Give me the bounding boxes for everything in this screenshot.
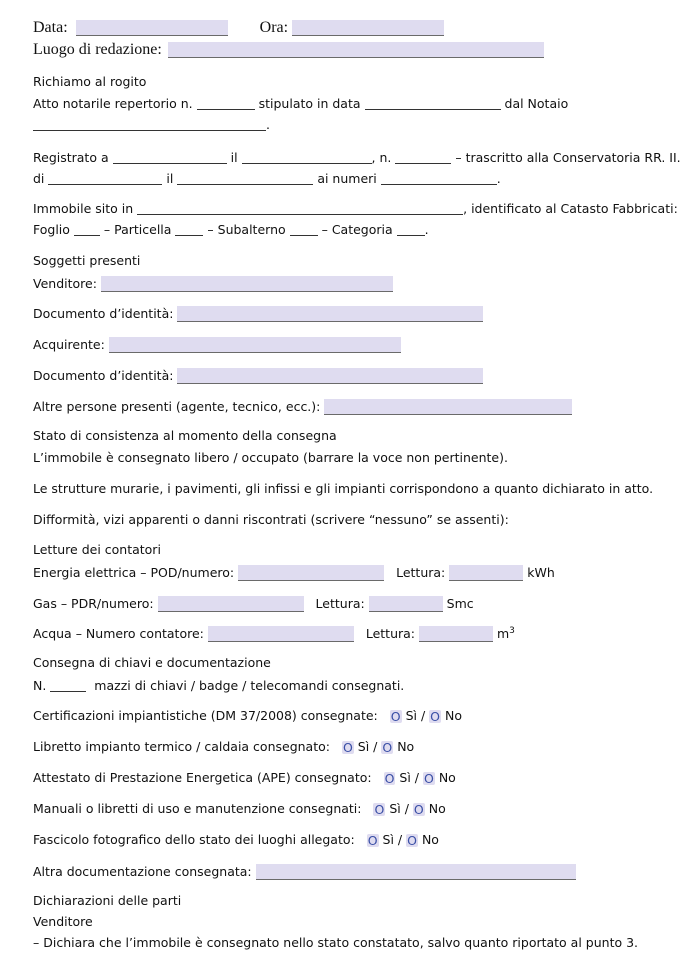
consistenza-title: Stato di consistenza al momento della consegna [33,428,337,443]
si-label: Sì / [405,708,426,723]
registrato-label: Registrato a [33,150,109,165]
luogo-label: Luogo di redazione: [33,41,162,58]
date-time-row [33,20,444,36]
si-label: Sì / [389,801,409,816]
ora-label: Ora: [259,19,289,36]
altre-persone-row [33,399,572,415]
acqua-unit-base: m [496,626,510,641]
difformita-text: Difformità, vizi apparenti o danni riscontrati (scrivere “nessuno” se assenti): [33,512,509,527]
acqua-unit [497,626,515,641]
documento1-field[interactable] [177,306,483,322]
immobile-end: . [424,222,429,237]
immobile-row [33,202,678,216]
gas-row [33,596,474,612]
altre-persone-field[interactable] [324,399,572,415]
acqua-lettura-label: Lettura: [365,626,416,641]
immobile-indirizzo-field[interactable] [137,202,463,215]
dichiarazioni-venditore-text: – Dichiara che l’immobile è consegnato nello stato constatato, salvo quanto riportato al punto 3. [33,935,639,950]
certificazioni-label: Certificazioni impiantistiche (DM 37/2008) consegnate: [33,708,378,723]
libero-occupato-text: L’immobile è consegnato libero / occupato (barrare la voce non pertinente). [33,450,508,465]
categoria-field[interactable] [397,223,425,236]
energia-lettura-field[interactable] [449,565,523,581]
stipulato-data-field[interactable] [365,97,501,110]
trascrizione-data-field[interactable] [177,172,313,185]
si-label: Sì / [357,739,378,754]
manuali-no-radio[interactable]: O [413,802,424,817]
n-chiavi-field[interactable] [50,679,86,692]
luogo-field[interactable] [168,42,544,58]
dichiarazioni-title: Dichiarazioni delle parti [33,893,182,908]
categoria-label: – Categoria [321,222,393,237]
subalterno-field[interactable] [290,223,318,236]
acqua-contatore-field[interactable] [208,626,354,642]
documento1-row [33,306,483,322]
gas-label: Gas – PDR/numero: [33,596,154,611]
energia-lettura-label: Lettura: [396,565,446,580]
no-label: No [428,801,446,816]
energia-row [33,565,555,581]
certificazioni-row [33,710,462,723]
acqua-label: Acqua – Numero contatore: [33,626,204,641]
soggetti-title: Soggetti presenti [33,253,141,268]
catasto-row [33,223,429,237]
fascicolo-si-radio[interactable]: O [367,833,378,848]
libretto-no-radio[interactable]: O [382,740,393,755]
altre-persone-label: Altre persone presenti (agente, tecnico, ecc.): [33,399,321,414]
registrato-data-field[interactable] [242,151,372,164]
ape-row [33,772,456,785]
no-label: No [444,708,462,723]
altra-documentazione-field[interactable] [256,864,576,880]
luogo-row [33,42,544,58]
no-label: No [397,739,415,754]
gas-lettura-label: Lettura: [315,596,365,611]
no-label: No [438,770,456,785]
trascritto-label: – trascritto alla Conservatoria RR. II. [455,150,681,165]
catasto-label: , identificato al Catasto Fabbricati: [463,201,678,216]
data-field[interactable] [76,20,228,36]
subalterno-label: – Subalterno [207,222,286,237]
acquirente-row [33,337,401,353]
altra-documentazione-label: Altra documentazione consegnata: [33,864,252,879]
documento2-row [33,368,483,384]
n-label: , n. [371,150,392,165]
il-label: il [230,150,238,165]
conservatoria-field[interactable] [48,172,162,185]
foglio-label: Foglio [33,222,70,237]
repertorio-field[interactable] [197,97,255,110]
registrato-luogo-field[interactable] [113,151,227,164]
fascicolo-label: Fascicolo fotografico dello stato dei luoghi allegato: [33,832,355,847]
registrato-row [33,151,681,165]
si-label: Sì / [382,832,403,847]
n-chiavi-label: N. [33,678,47,693]
consegna-title: Consegna di chiavi e documentazione [33,655,271,670]
acqua-unit-sup: 3 [509,626,515,636]
il2-label: il [166,171,174,186]
venditore-label: Venditore: [33,276,97,291]
venditore-field[interactable] [101,276,393,292]
libretto-label: Libretto impianto termico / caldaia consegnato: [33,739,330,754]
libretto-si-radio[interactable]: O [342,740,353,755]
libretto-row [33,741,414,754]
documento2-label: Documento d’identità: [33,368,174,383]
acquirente-label: Acquirente: [33,337,105,352]
manuali-label: Manuali o libretti di uso e manutenzione consegnati: [33,801,362,816]
no-label: No [421,832,439,847]
gas-lettura-field[interactable] [369,596,443,612]
notaio-row [33,118,270,132]
energia-unit: kWh [527,565,555,580]
stipulato-label: stipulato in data [258,96,361,111]
altra-documentazione-row [33,864,576,880]
si-label: Sì / [399,770,419,785]
fascicolo-row [33,834,439,847]
gas-unit: Smc [446,596,474,611]
strutture-text: Le strutture murarie, i pavimenti, gli infissi e gli impianti corrispondono a quanto dichiarato in atto. [33,481,654,496]
atto-label: Atto notarile repertorio n. [33,96,193,111]
manuali-si-radio[interactable]: O [374,802,385,817]
contatori-title: Letture dei contatori [33,542,161,557]
acqua-row [33,626,515,642]
foglio-field[interactable] [74,223,100,236]
ape-si-radio[interactable]: O [384,771,395,786]
chiavi-row [33,679,404,693]
atto-row [33,97,568,111]
ora-field[interactable] [292,20,444,36]
immobile-sito-label: Immobile sito in [33,201,134,216]
conservatoria-row [33,172,501,186]
energia-label: Energia elettrica – POD/numero: [33,565,235,580]
certificazioni-no-radio[interactable]: O [430,709,440,724]
data-label: Data: [33,19,68,36]
di-label: di [33,171,45,186]
certificazioni-si-radio[interactable]: O [390,709,401,724]
particella-field[interactable] [175,223,203,236]
gas-pdr-field[interactable] [158,596,304,612]
notaio-end: . [266,117,270,132]
ape-label: Attestato di Prestazione Energetica (APE) consegnato: [33,770,372,785]
venditore-row [33,276,393,292]
chiavi-text: mazzi di chiavi / badge / telecomandi consegnati. [94,678,405,693]
energia-pod-field[interactable] [238,565,384,581]
registrazione-end: . [496,171,501,186]
numeri-field[interactable] [381,172,497,185]
notaio-label: dal Notaio [504,96,569,111]
numeri-label: ai numeri [317,171,377,186]
acqua-lettura-field[interactable] [419,626,493,642]
documento2-field[interactable] [177,368,483,384]
manuali-row [33,803,446,816]
acquirente-field[interactable] [109,337,401,353]
particella-label: – Particella [103,222,172,237]
notaio-field[interactable] [33,118,266,131]
documento1-label: Documento d’identità: [33,306,174,321]
ape-no-radio[interactable]: O [423,771,434,786]
fascicolo-no-radio[interactable]: O [407,833,417,848]
registrato-numero-field[interactable] [395,151,451,164]
rogito-title: Richiamo al rogito [33,74,147,89]
dichiarazioni-venditore-title: Venditore [33,914,93,929]
